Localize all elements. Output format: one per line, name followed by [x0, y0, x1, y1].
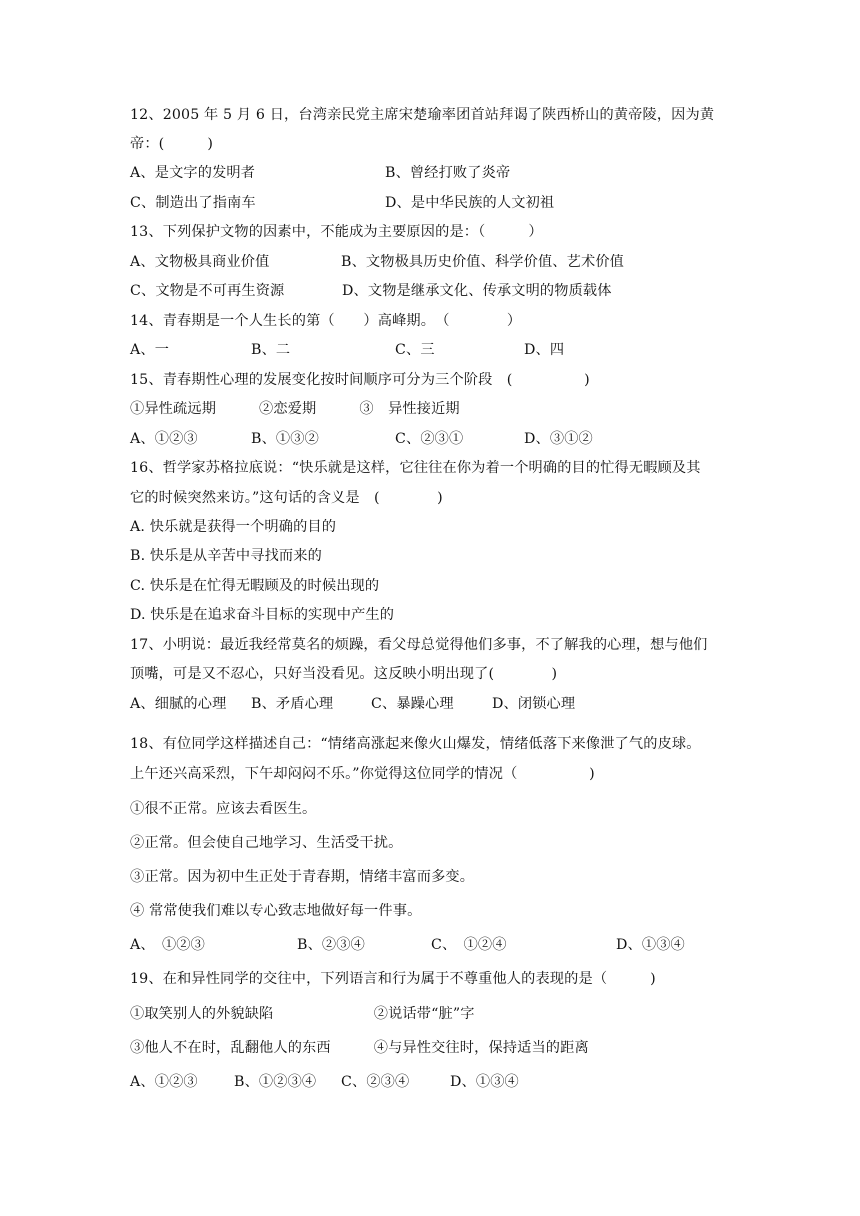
q17-option-d: D、闭锁心理 — [492, 696, 576, 712]
q16-stem-line-2: 它的时候突然来访。”这句话的含义是 ( ) — [130, 490, 443, 506]
q12-option-d: D、是中华民族的人文初祖 — [385, 195, 555, 211]
q18-statement-2: ②正常。但会使自己地学习、生活受干扰。 — [130, 835, 403, 851]
q15-options-row — [130, 429, 593, 449]
q14-option-b: B、二 — [251, 342, 291, 358]
q12-options-row-1 — [130, 163, 510, 183]
q18-option-b: B、②③④ — [297, 937, 365, 953]
q16-option-a: A. 快乐就是获得一个明确的目的 — [130, 519, 337, 535]
q13-option-c: C、文物是不可再生资源 — [130, 283, 285, 299]
q13-option-b: B、文物极具历史价值、科学价值、艺术价值 — [341, 254, 624, 270]
q12-stem-line-2: 帝：( ) — [130, 136, 214, 152]
q16-option-d: D. 快乐是在追求奋斗目标的实现中产生的 — [130, 607, 395, 623]
q19-options-row — [130, 1072, 519, 1092]
q19-option-b: B、①②③④ — [234, 1074, 317, 1090]
q18-option-a: A、 ①②③ — [130, 937, 205, 953]
q18-statement-4: ④ 常常使我们难以专心致志地做好每一件事。 — [130, 903, 422, 919]
q18-option-d: D、①③④ — [616, 937, 685, 953]
q15-option-a: A、①②③ — [130, 431, 198, 447]
q17-option-b: B、矛盾心理 — [251, 696, 334, 712]
q19-statements-row-2: ③他人不在时，乱翻他人的东西 ④与异性交往时，保持适当的距离 — [130, 1040, 589, 1056]
q14-option-a: A、一 — [130, 342, 170, 358]
q19-stem: 19、在和异性同学的交往中，下列语言和行为属于不尊重他人的表现的是（ ) — [130, 971, 656, 987]
q19-option-c: C、②③④ — [341, 1074, 410, 1090]
q15-option-b: B、①③② — [251, 431, 319, 447]
q15-option-c: C、②③① — [395, 431, 464, 447]
q14-option-c: C、三 — [395, 342, 435, 358]
q19-statements-row-1: ①取笑别人的外貌缺陷 ②说话带“脏”字 — [130, 1006, 475, 1022]
q12-option-a: A、是文字的发明者 — [130, 165, 256, 181]
q12-options-row-2 — [130, 193, 554, 213]
q16-option-c: C. 快乐是在忙得无暇顾及的时候出现的 — [130, 578, 380, 594]
q12-stem-line-1: 12、2005 年 5 月 6 日，台湾亲民党主席宋楚瑜率团首站拜谒了陕西桥山的黄帝陵，因为黄 — [130, 107, 715, 123]
q14-stem: 14、青春期是一个人生长的第（ ）高峰期。 （ ） — [130, 313, 522, 329]
q12-option-c: C、制造出了指南车 — [130, 195, 256, 211]
q13-stem: 13、下列保护文物的因素中，不能成为主要原因的是：（ ） — [130, 224, 543, 240]
q14-option-d: D、四 — [524, 342, 565, 358]
q15-stages: ①异性疏远期 ②恋爱期 ③ 异性接近期 — [130, 401, 460, 417]
q14-options-row — [130, 340, 564, 360]
q13-options-row-1 — [130, 252, 624, 272]
q17-options-row — [130, 694, 575, 714]
q19-option-d: D、①③④ — [450, 1074, 519, 1090]
q15-stem: 15、青春期性心理的发展变化按时间顺序可分为三个阶段 ( ) — [130, 372, 590, 388]
q18-option-c: C、 ①②④ — [431, 937, 507, 953]
q17-stem-line-1: 17、小明说：最近我经常莫名的烦躁，看父母总觉得他们多事，不了解我的心理，想与他们 — [130, 637, 708, 653]
q18-statement-3: ③正常。因为初中生正处于青春期，情绪丰富而多变。 — [130, 869, 475, 885]
q15-option-d: D、③①② — [524, 431, 593, 447]
q16-option-b: B. 快乐是从辛苦中寻找而来的 — [130, 548, 322, 564]
q17-stem-line-2: 顶嘴，可是又不忍心，只好当没看见。这反映小明出现了( ) — [130, 666, 558, 682]
q18-options-row — [130, 935, 685, 955]
q19-option-a: A、①②③ — [130, 1074, 198, 1090]
q17-option-c: C、暴躁心理 — [371, 696, 454, 712]
q12-option-b: B、曾经打败了炎帝 — [385, 165, 511, 181]
q13-option-d: D、文物是继承文化、传承文明的物质载体 — [342, 283, 612, 299]
q13-options-row-2 — [130, 281, 612, 301]
q18-stem-line-1: 18、有位同学这样描述自己：“情绪高涨起来像火山爆发，情绪低落下来像泄了气的皮球。 — [130, 736, 701, 752]
q18-stem-line-2: 上午还兴高采烈，下午却闷闷不乐。”你觉得这位同学的情况（ ) — [130, 766, 595, 782]
q18-statement-1: ①很不正常。应该去看医生。 — [130, 801, 317, 817]
q17-option-a: A、细腻的心理 — [130, 696, 227, 712]
q13-option-a: A、文物极具商业价值 — [130, 254, 270, 270]
q16-stem-line-1: 16、哲学家苏格拉底说：“快乐就是这样，它往往在你为着一个明确的目的忙得无暇顾及其 — [130, 460, 701, 476]
